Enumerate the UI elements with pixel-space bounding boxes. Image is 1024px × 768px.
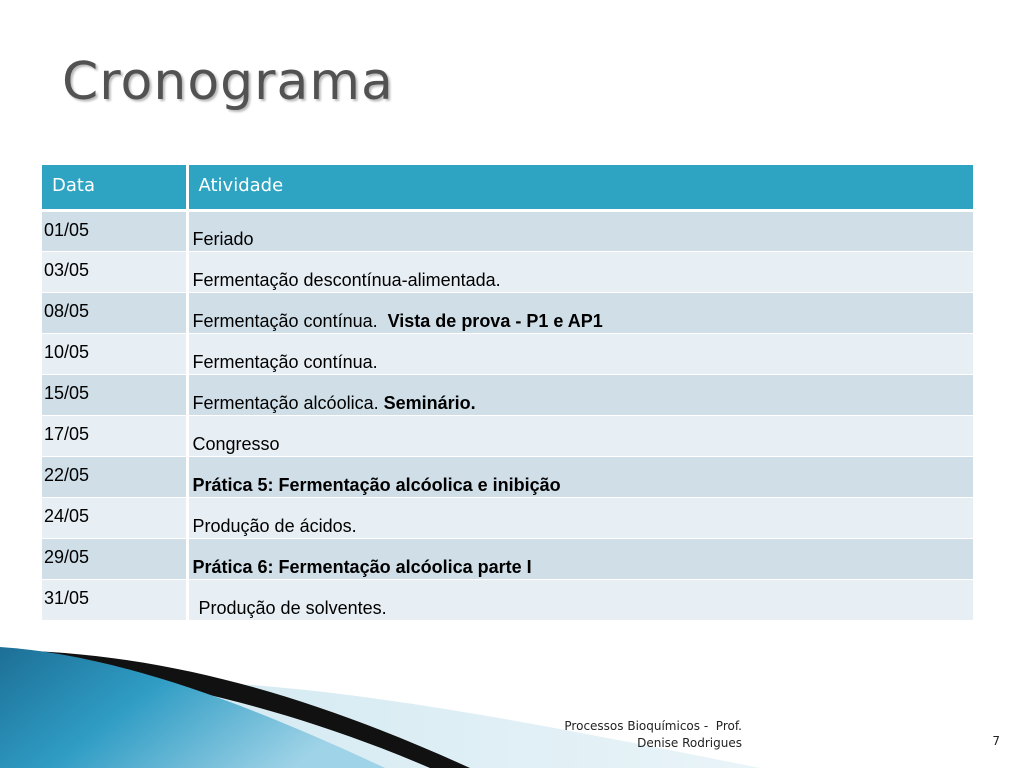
activity-bold-text: Prática 6: Fermentação alcóolica parte I (192, 557, 532, 577)
slide-title: Cronograma (62, 52, 394, 112)
footer-text: Processos Bioquímicos - Prof. Denise Rodrigues (564, 719, 742, 750)
activity-text: Fermentação contínua. (192, 352, 378, 372)
activity-text: Fermentação descontínua-alimentada. (192, 270, 501, 290)
date-cell: 24/05 (42, 498, 187, 539)
date-cell: 22/05 (42, 457, 187, 498)
date-cell: 15/05 (42, 375, 187, 416)
activity-text: Feriado (192, 229, 254, 249)
activity-text: Produção de ácidos. (192, 516, 357, 536)
date-cell: 08/05 (42, 293, 187, 334)
activity-text: Produção de solventes. (198, 598, 387, 618)
activity-bold-text: Vista de prova - P1 e AP1 (387, 311, 603, 331)
date-cell: 01/05 (42, 211, 187, 252)
activity-text: Congresso (192, 434, 280, 454)
activity-text: Fermentação alcóolica. (192, 393, 384, 413)
date-cell: 03/05 (42, 252, 187, 293)
date-cell: 29/05 (42, 539, 187, 580)
date-cell: 17/05 (42, 416, 187, 457)
activity-text: Fermentação contínua. (192, 311, 388, 331)
date-cell: 31/05 (42, 580, 187, 621)
header-date: Data (42, 165, 187, 211)
activity-bold-text: Seminário. (383, 393, 476, 413)
date-cell: 10/05 (42, 334, 187, 375)
activity-bold-text: Prática 5: Fermentação alcóolica e inibição (192, 475, 561, 495)
page-number: 7 (992, 734, 1000, 748)
header-activity: Atividade (187, 165, 973, 211)
